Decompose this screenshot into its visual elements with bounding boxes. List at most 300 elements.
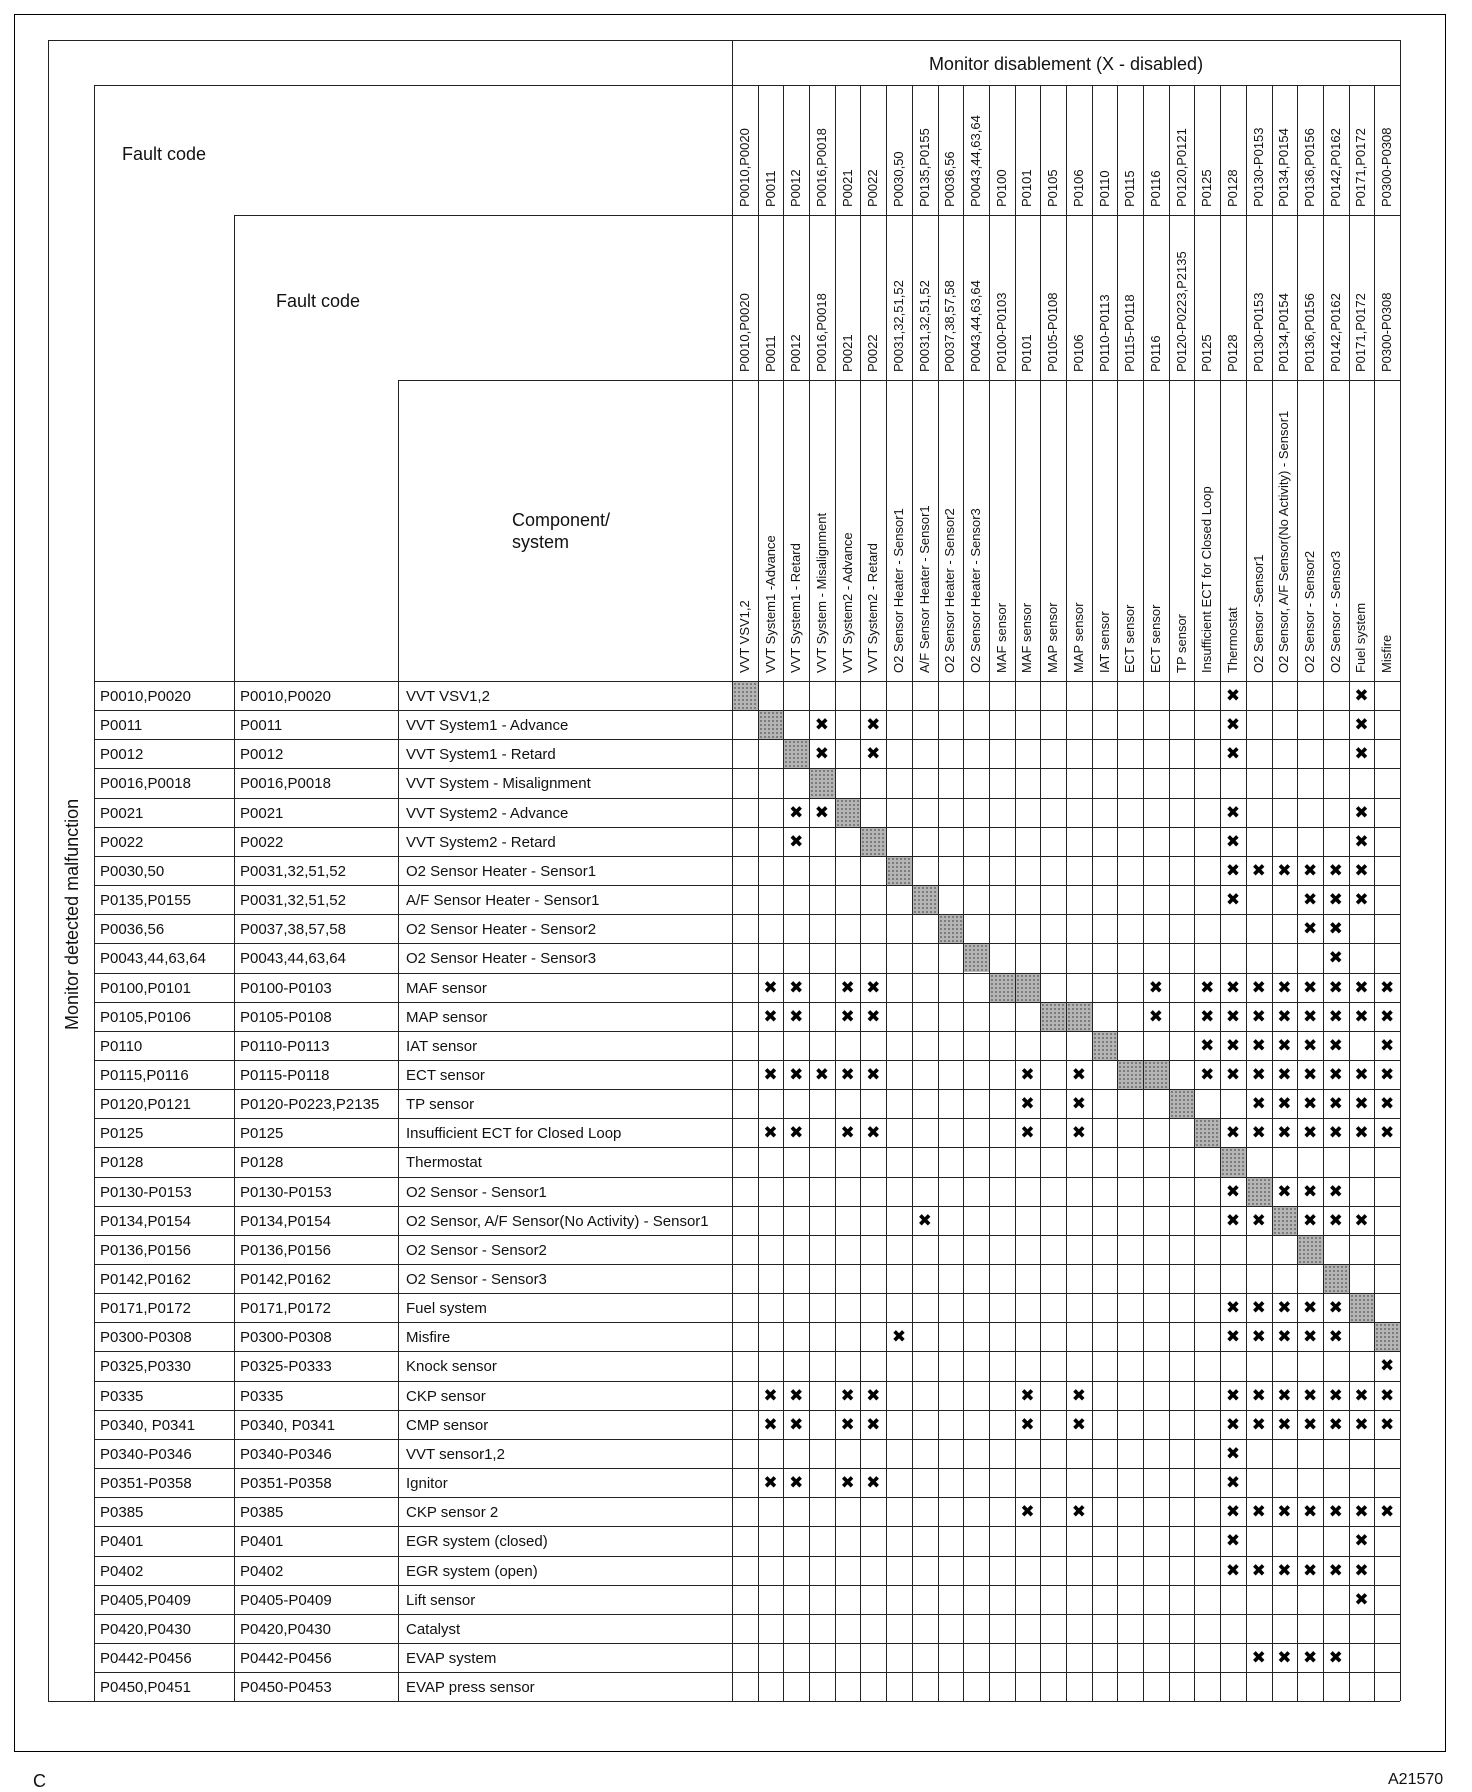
disabled-mark: [783, 1118, 809, 1147]
disabled-mark: [1297, 1060, 1323, 1089]
column-header-code1: P0120,P0121: [1173, 128, 1189, 207]
disabled-mark: [1066, 1118, 1092, 1147]
disabled-mark: [1323, 1410, 1349, 1439]
grid-line: [94, 1206, 1400, 1207]
disabled-mark: [1349, 1002, 1375, 1031]
row-fault-code-detail: P0105-P0108: [240, 1008, 332, 1026]
column-header-code1: P0043,44,63,64: [968, 115, 984, 207]
column-header-name: MAP sensor: [1070, 602, 1086, 673]
row-fault-code-detail: P0401: [240, 1533, 284, 1551]
column-header-name: ECT sensor: [1147, 604, 1163, 673]
disabled-mark: [1349, 827, 1375, 856]
grid-line: [1272, 85, 1273, 1701]
self-monitor-cell: [1350, 1294, 1375, 1322]
column-header-name: O2 Sensor Heater - Sensor2: [942, 508, 958, 673]
row-fault-code-detail: P0402: [240, 1562, 284, 1580]
grid-line: [94, 1322, 1400, 1323]
disabled-mark: [1246, 1118, 1272, 1147]
row-fault-code-detail: P0125: [240, 1125, 284, 1143]
column-header-name: MAP sensor: [1045, 602, 1061, 673]
row-fault-code: P0340, P0341: [100, 1416, 196, 1434]
row-component: Fuel system: [406, 1300, 487, 1318]
row-component: IAT sensor: [406, 1037, 478, 1055]
disabled-mark: [860, 1060, 886, 1089]
disabled-mark: [1220, 1002, 1246, 1031]
row-fault-code-detail: P0120-P0223,P2135: [240, 1096, 380, 1114]
column-header-name: VVT System2 - Retard: [865, 543, 881, 673]
disabled-mark: [1272, 1497, 1298, 1526]
grid-line: [94, 710, 1400, 711]
disabled-mark: [809, 1060, 835, 1089]
row-component: Catalyst: [406, 1620, 461, 1638]
disabled-mark: [1349, 739, 1375, 768]
column-header-code1: P0130-P0153: [1250, 127, 1266, 207]
disabled-mark: [1374, 1118, 1400, 1147]
disabled-mark: [1220, 1439, 1246, 1468]
disabled-mark: [783, 973, 809, 1002]
disabled-mark: [1220, 1526, 1246, 1555]
disabled-mark: [1349, 885, 1375, 914]
column-header-name: Misfire: [1379, 634, 1395, 673]
disabled-mark: [1272, 1089, 1298, 1118]
disabled-mark: [1246, 1322, 1272, 1351]
grid-line: [234, 215, 235, 1701]
disabled-mark: [809, 798, 835, 827]
disabled-mark: [860, 710, 886, 739]
column-header-code1: P0116: [1147, 170, 1163, 207]
grid-line: [94, 943, 1400, 944]
column-header-name: Insufficient ECT for Closed Loop: [1199, 486, 1215, 673]
column-header-code2: P0125: [1199, 334, 1215, 372]
disabled-mark: [1297, 1410, 1323, 1439]
row-fault-code: P0011: [100, 717, 143, 735]
grid-line: [48, 40, 49, 1701]
row-fault-code-detail: P0405-P0409: [240, 1591, 332, 1609]
disabled-mark: [1220, 1118, 1246, 1147]
column-header-name: Fuel system: [1353, 602, 1369, 673]
grid-line: [398, 380, 399, 1701]
disabled-mark: [1297, 1177, 1323, 1206]
grid-line: [398, 380, 732, 381]
grid-line: [94, 1439, 1400, 1440]
row-fault-code-detail: P0442-P0456: [240, 1649, 332, 1667]
grid-line: [94, 1468, 1400, 1469]
row-fault-code: P0016,P0018: [100, 775, 191, 793]
disabled-mark: [1143, 1002, 1169, 1031]
self-monitor-cell: [1093, 1032, 1118, 1060]
grid-line: [94, 1147, 1400, 1148]
row-fault-code-detail: P0100-P0103: [240, 979, 332, 997]
grid-line: [938, 85, 939, 1701]
column-header-code2: P0100-P0103: [993, 292, 1009, 372]
disabled-mark: [835, 1381, 861, 1410]
self-monitor-cell: [990, 974, 1015, 1002]
row-fault-code-detail: P0043,44,63,64: [240, 950, 346, 968]
disabled-mark: [1272, 1177, 1298, 1206]
self-monitor-cell: [1144, 1061, 1169, 1089]
disabled-mark: [783, 798, 809, 827]
row-fault-code: P0335: [100, 1387, 144, 1405]
grid-line: [94, 85, 732, 86]
row-fault-code-detail: P0021: [240, 804, 284, 822]
disabled-mark: [1323, 1060, 1349, 1089]
disabled-mark: [1297, 1556, 1323, 1585]
disabled-mark: [1015, 1089, 1041, 1118]
row-fault-code-detail: P0016,P0018: [240, 775, 331, 793]
row-component: Lift sensor: [406, 1591, 476, 1609]
disabled-mark: [758, 973, 784, 1002]
disabled-mark: [1066, 1381, 1092, 1410]
grid-line: [94, 1672, 1400, 1673]
disabled-mark: [1323, 856, 1349, 885]
self-monitor-cell: [759, 711, 784, 739]
column-header-code1: P0101: [1019, 169, 1035, 207]
row-fault-code: P0442-P0456: [100, 1649, 192, 1667]
column-header-code2: P0300-P0308: [1379, 292, 1395, 372]
row-fault-code-detail: P0010,P0020: [240, 688, 331, 705]
disabled-mark: [1220, 1060, 1246, 1089]
disabled-mark: [1246, 1031, 1272, 1060]
disabled-mark: [1246, 1497, 1272, 1526]
disabled-mark: [1297, 973, 1323, 1002]
disabled-mark: [835, 1118, 861, 1147]
disabled-mark: [1015, 1410, 1041, 1439]
disabled-mark: [1349, 1060, 1375, 1089]
disabled-mark: [1066, 1410, 1092, 1439]
column-header-code2: P0128: [1225, 334, 1240, 372]
self-monitor-cell: [1375, 1323, 1400, 1351]
disabled-mark: [758, 1468, 784, 1497]
disabled-mark: [1297, 1031, 1323, 1060]
self-monitor-cell: [1324, 1265, 1349, 1293]
column-header-code1: P0300-P0308: [1379, 127, 1395, 207]
column-header-code2: P0031,32,51,52: [891, 280, 906, 372]
column-header-name: O2 Sensor - Sensor2: [1302, 550, 1318, 673]
grid-line: [94, 827, 1400, 828]
grid-line: [94, 1177, 1400, 1178]
disabled-mark: [1220, 1206, 1246, 1235]
disabled-mark: [1015, 1381, 1041, 1410]
self-monitor-cell: [733, 682, 758, 710]
grid-line: [1015, 85, 1016, 1701]
row-component: EVAP press sensor: [406, 1679, 535, 1697]
grid-line: [94, 1526, 1400, 1527]
column-header-code1: P0105: [1045, 169, 1061, 207]
row-fault-code-detail: P0012: [240, 746, 284, 764]
disabled-mark: [1297, 1002, 1323, 1031]
disabled-mark: [1246, 1410, 1272, 1439]
disabled-mark: [1246, 1206, 1272, 1235]
disabled-mark: [1323, 1497, 1349, 1526]
disabled-mark: [1323, 1381, 1349, 1410]
column-header-code1: P0011: [762, 170, 778, 207]
column-header-code1: P0142,P0162: [1327, 128, 1343, 207]
disabled-mark: [1297, 1089, 1323, 1118]
column-header-code2: P0115-P0118: [1122, 294, 1138, 372]
self-monitor-cell: [1170, 1090, 1195, 1118]
monitor-disablement-header: Monitor disablement (X - disabled): [928, 54, 1204, 74]
disabled-mark: [1297, 1293, 1323, 1322]
self-monitor-cell: [1067, 1003, 1092, 1031]
column-header-code1: P0136,P0156: [1302, 128, 1318, 207]
column-header-name: VVT System2 - Advance: [839, 532, 855, 673]
component-system-header: Component/ system: [512, 510, 611, 552]
column-header-code1: P0010,P0020: [736, 128, 752, 207]
disabled-mark: [1349, 1556, 1375, 1585]
column-header-name: VVT VSV1,2: [736, 600, 752, 673]
column-header-code2: P0012: [788, 334, 804, 372]
disabled-mark: [1297, 1322, 1323, 1351]
grid-line: [1194, 85, 1195, 1701]
column-header-name: MAF sensor: [1019, 602, 1035, 673]
column-header-name: O2 Sensor - Sensor3: [1327, 550, 1343, 673]
grid-line: [1143, 85, 1144, 1701]
disabled-mark: [835, 1468, 861, 1497]
row-component: O2 Sensor, A/F Sensor(No Activity) - Sensor1: [406, 1212, 709, 1230]
row-fault-code: P0012: [100, 746, 144, 764]
grid-line: [94, 1614, 1400, 1615]
self-monitor-cell: [939, 915, 964, 943]
disabled-mark: [1194, 1031, 1220, 1060]
disabled-mark: [912, 1206, 938, 1235]
disabled-mark: [1349, 973, 1375, 1002]
column-header-name: VVT System - Misalignment: [813, 512, 829, 673]
grid-line: [94, 885, 1400, 886]
row-fault-code-detail: P0011: [240, 717, 283, 735]
row-fault-code: P0402: [100, 1562, 144, 1580]
row-fault-code: P0142,P0162: [100, 1271, 191, 1288]
disabled-mark: [1374, 1410, 1400, 1439]
disabled-mark: [860, 1002, 886, 1031]
self-monitor-cell: [1041, 1003, 1066, 1031]
grid-line: [989, 85, 990, 1701]
disabled-mark: [886, 1322, 912, 1351]
grid-line: [94, 1701, 1400, 1702]
row-fault-code-detail: P0450-P0453: [240, 1679, 332, 1697]
column-header-name: IAT sensor: [1096, 611, 1112, 673]
row-fault-code: P0021: [100, 804, 144, 822]
column-header-code1: P0128: [1225, 169, 1240, 207]
row-component: VVT VSV1,2: [406, 688, 490, 705]
disabled-mark: [835, 973, 861, 1002]
disabled-mark: [1349, 1206, 1375, 1235]
disabled-mark: [1272, 1002, 1298, 1031]
row-fault-code-detail: P0115-P0118: [240, 1066, 330, 1084]
column-header-code1: P0012: [788, 169, 804, 207]
grid-line: [1374, 85, 1375, 1701]
row-component: MAP sensor: [406, 1008, 488, 1026]
disabled-mark: [860, 1468, 886, 1497]
disabled-mark: [1323, 943, 1349, 972]
disabled-mark: [758, 1381, 784, 1410]
grid-line: [758, 85, 759, 1701]
column-header-code2: P0016,P0018: [813, 293, 829, 372]
column-header-name: O2 Sensor, A/F Sensor(No Activity) - Sensor1: [1276, 410, 1292, 673]
disabled-mark: [1374, 1381, 1400, 1410]
row-fault-code: P0136,P0156: [100, 1241, 191, 1259]
grid-line: [963, 85, 964, 1701]
row-component: O2 Sensor - Sensor1: [406, 1183, 547, 1201]
row-component: O2 Sensor Heater - Sensor1: [406, 862, 597, 880]
row-fault-code: P0128: [100, 1154, 144, 1172]
disabled-mark: [758, 1060, 784, 1089]
row-component: O2 Sensor - Sensor3: [406, 1271, 547, 1288]
row-fault-code: P0110: [100, 1037, 143, 1055]
column-header-name: VVT System1 -Advance: [762, 535, 778, 673]
column-header-code2: P0031,32,51,52: [916, 280, 932, 372]
disabled-mark: [1297, 1206, 1323, 1235]
self-monitor-cell: [1016, 974, 1041, 1002]
row-fault-code: P0351-P0358: [100, 1475, 192, 1493]
row-fault-code: P0125: [100, 1125, 144, 1143]
row-fault-code: P0135,P0155: [100, 892, 191, 910]
row-component: Thermostat: [406, 1154, 482, 1172]
fault-code-header-outer: Fault code: [122, 144, 207, 164]
disabled-mark: [783, 1060, 809, 1089]
disabled-mark: [1349, 1526, 1375, 1555]
disabled-mark: [1323, 1031, 1349, 1060]
grid-line: [1117, 85, 1118, 1701]
disabled-mark: [1272, 1031, 1298, 1060]
row-component: TP sensor: [406, 1096, 475, 1114]
disabled-mark: [1272, 1322, 1298, 1351]
column-header-code1: P0030,50: [891, 151, 906, 207]
disabled-mark: [860, 973, 886, 1002]
row-fault-code-detail: P0335: [240, 1387, 284, 1405]
disabled-mark: [1272, 1410, 1298, 1439]
row-fault-code: P0385: [100, 1504, 144, 1522]
column-header-code1: P0022: [865, 169, 881, 207]
grid-line: [94, 1293, 1400, 1294]
row-component: O2 Sensor - Sensor2: [406, 1241, 547, 1259]
grid-line: [94, 856, 1400, 857]
column-header-code1: P0110: [1096, 170, 1112, 207]
row-fault-code-detail: P0300-P0308: [240, 1329, 332, 1347]
disabled-mark: [1015, 1497, 1041, 1526]
disabled-mark: [1246, 1002, 1272, 1031]
row-fault-code-detail: P0351-P0358: [240, 1475, 332, 1493]
disabled-mark: [1374, 1089, 1400, 1118]
row-fault-code-detail: P0128: [240, 1154, 284, 1172]
grid-line: [860, 85, 861, 1701]
disabled-mark: [1194, 1002, 1220, 1031]
row-component: Insufficient ECT for Closed Loop: [406, 1125, 622, 1143]
grid-line: [94, 1556, 1400, 1557]
disabled-mark: [1272, 973, 1298, 1002]
row-fault-code: P0130-P0153: [100, 1183, 192, 1201]
row-fault-code: P0420,P0430: [100, 1620, 191, 1638]
disabled-mark: [1220, 1031, 1246, 1060]
disabled-mark: [1220, 710, 1246, 739]
disabled-mark: [1246, 1381, 1272, 1410]
disabled-mark: [1220, 681, 1246, 710]
disabled-mark: [1297, 1643, 1323, 1672]
column-header-code2: P0106: [1070, 334, 1086, 372]
column-header-name: MAF sensor: [993, 602, 1009, 673]
disabled-mark: [1323, 914, 1349, 943]
disabled-mark: [1220, 1293, 1246, 1322]
column-header-code1: P0135,P0155: [916, 128, 932, 207]
corner-letter: C: [33, 1771, 46, 1791]
column-header-code2: P0010,P0020: [736, 293, 752, 372]
disabled-mark: [1297, 914, 1323, 943]
grid-line: [1246, 85, 1247, 1701]
row-fault-code-detail: P0022: [240, 833, 284, 851]
disabled-mark: [835, 1410, 861, 1439]
row-component: VVT System1 - Advance: [406, 717, 569, 735]
self-monitor-cell: [1118, 1061, 1143, 1089]
disabled-mark: [1374, 1031, 1400, 1060]
row-component: CMP sensor: [406, 1416, 489, 1434]
disabled-mark: [1323, 885, 1349, 914]
column-header-name: VVT System1 - Retard: [788, 543, 804, 673]
column-header-name: O2 Sensor Heater - Sensor3: [968, 508, 984, 673]
disabled-mark: [809, 710, 835, 739]
row-component: Knock sensor: [406, 1358, 497, 1376]
column-header-code2: P0134,P0154: [1276, 293, 1292, 372]
row-fault-code-detail: P0134,P0154: [240, 1212, 331, 1230]
grid-line: [94, 768, 1400, 769]
disabled-mark: [1272, 1118, 1298, 1147]
grid-line: [1066, 85, 1067, 1701]
disabled-mark: [1297, 1118, 1323, 1147]
disabled-mark: [1374, 1002, 1400, 1031]
disabled-mark: [1349, 1118, 1375, 1147]
column-header-code2: P0116: [1147, 335, 1163, 372]
row-component: A/F Sensor Heater - Sensor1: [406, 892, 600, 910]
disabled-mark: [1323, 1177, 1349, 1206]
column-header-code1: P0115: [1122, 170, 1138, 207]
self-monitor-cell: [964, 944, 989, 972]
disabled-mark: [1220, 1497, 1246, 1526]
row-fault-code: P0120,P0121: [100, 1096, 191, 1114]
disabled-mark: [1143, 973, 1169, 1002]
row-component: O2 Sensor Heater - Sensor3: [406, 950, 597, 968]
disabled-mark: [1246, 1643, 1272, 1672]
row-component: MAF sensor: [406, 979, 487, 997]
row-fault-code: P0134,P0154: [100, 1212, 191, 1230]
column-header-code2: P0171,P0172: [1353, 293, 1369, 372]
self-monitor-cell: [861, 828, 886, 856]
row-fault-code-detail: P0031,32,51,52: [240, 892, 346, 910]
disabled-mark: [1246, 1556, 1272, 1585]
monitor-detected-malfunction-label: Monitor detected malfunction: [62, 798, 82, 1030]
row-fault-code: P0100,P0101: [100, 979, 191, 997]
disabled-mark: [1220, 739, 1246, 768]
disabled-mark: [1220, 1410, 1246, 1439]
column-header-name: O2 Sensor -Sensor1: [1250, 554, 1266, 673]
self-monitor-cell: [1298, 1236, 1323, 1264]
disabled-mark: [1374, 1497, 1400, 1526]
grid-line: [94, 798, 1400, 799]
disabled-mark: [860, 1381, 886, 1410]
row-fault-code: P0043,44,63,64: [100, 950, 206, 968]
disabled-mark: [1323, 1089, 1349, 1118]
row-fault-code-detail: P0420,P0430: [240, 1620, 331, 1638]
row-component: VVT System2 - Retard: [406, 833, 556, 851]
row-component: O2 Sensor Heater - Sensor2: [406, 921, 597, 939]
disabled-mark: [1272, 1556, 1298, 1585]
disabled-mark: [1349, 1089, 1375, 1118]
disabled-mark: [1349, 1497, 1375, 1526]
disabled-mark: [1323, 973, 1349, 1002]
column-header-code1: P0171,P0172: [1353, 128, 1369, 207]
disabled-mark: [1349, 681, 1375, 710]
disabled-mark: [860, 1410, 886, 1439]
disabled-mark: [1220, 1556, 1246, 1585]
disabled-mark: [1374, 1060, 1400, 1089]
grid-line: [809, 85, 810, 1701]
